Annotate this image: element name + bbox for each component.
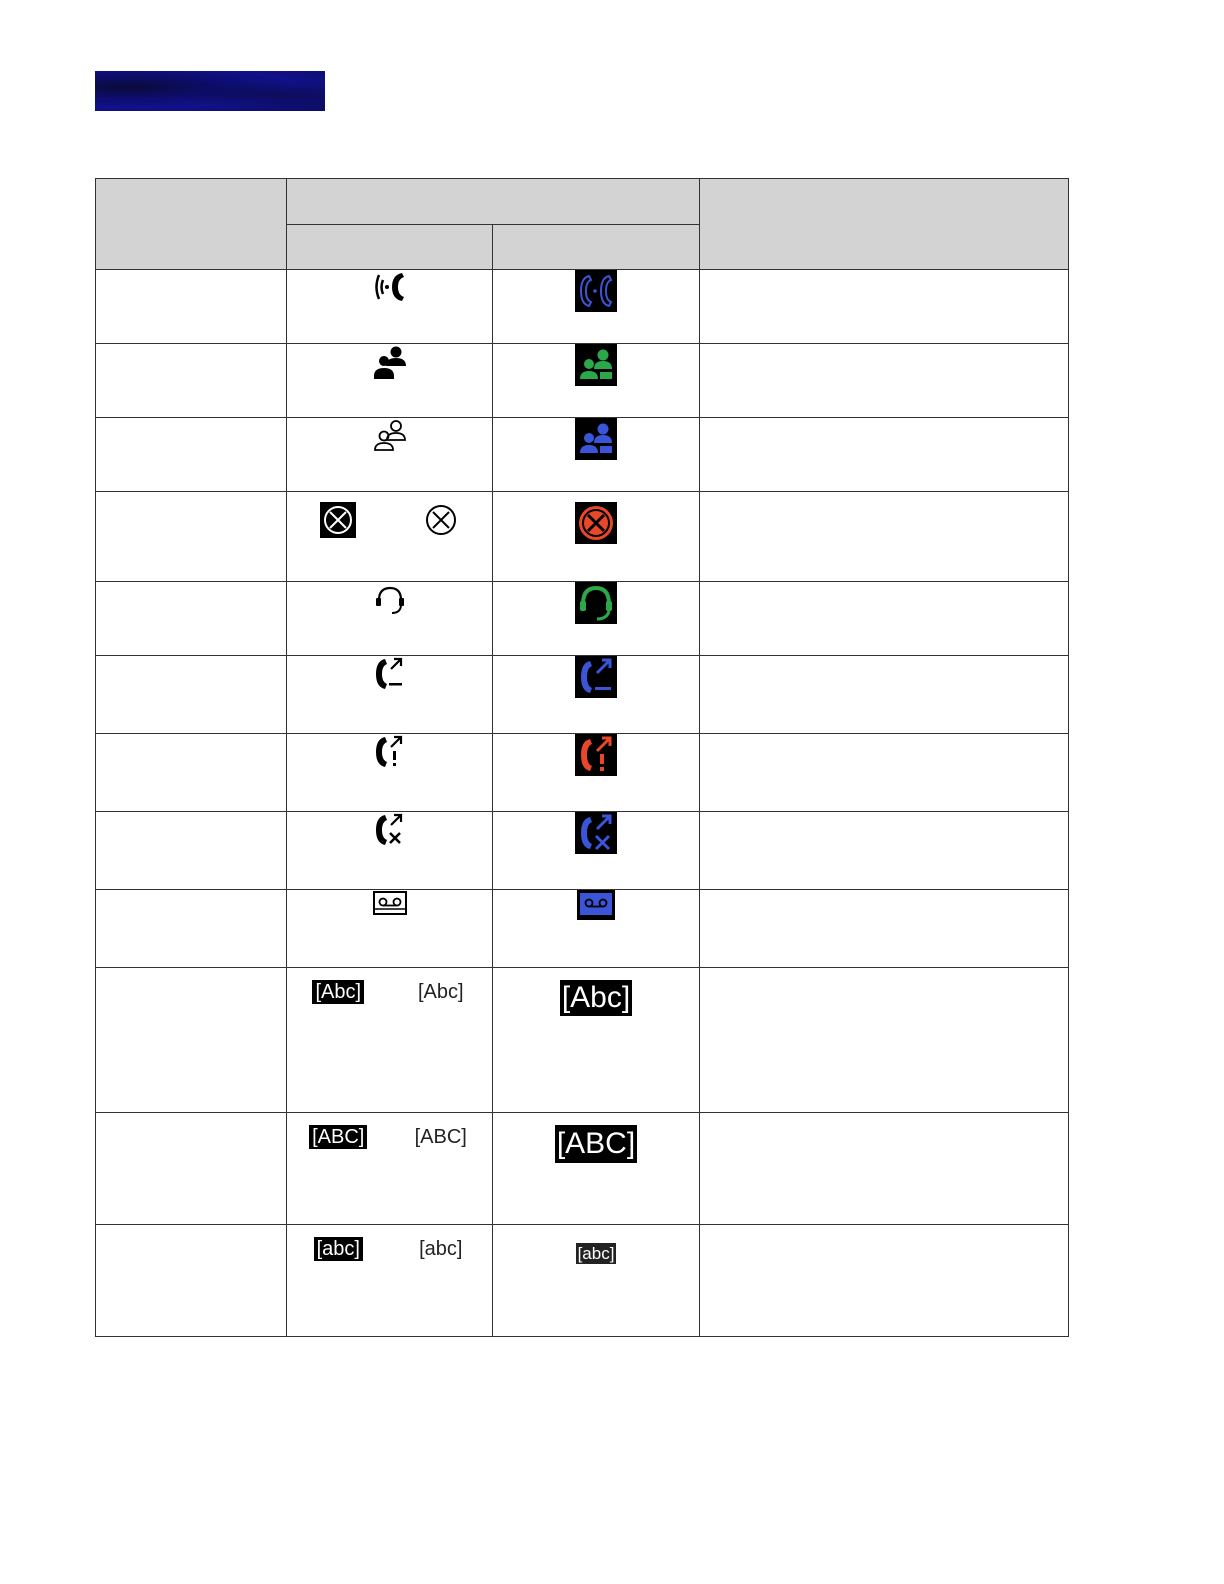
conference-color-icon	[575, 344, 617, 386]
mono-icon-cell	[287, 734, 493, 812]
description-cell	[700, 968, 1069, 1113]
header-col-name	[96, 179, 287, 270]
description-cell	[700, 270, 1069, 344]
mono-icon-cell	[287, 812, 493, 890]
call-forward-alert-icon	[372, 734, 408, 770]
color-icon-cell	[493, 734, 700, 812]
call-forward-off-icon	[372, 812, 408, 848]
description-cell	[700, 734, 1069, 812]
table-row	[96, 270, 1069, 344]
mono-icon-cell	[287, 656, 493, 734]
conference-blue-icon	[575, 418, 617, 460]
description-cell	[700, 492, 1069, 582]
mono-icon-cell	[287, 1113, 493, 1225]
row-name-cell	[96, 344, 287, 418]
row-name-cell	[96, 1225, 287, 1337]
row-name-cell	[96, 734, 287, 812]
table-row	[96, 968, 1069, 1113]
table-row	[96, 812, 1069, 890]
color-icon-cell	[493, 582, 700, 656]
table-row	[96, 582, 1069, 656]
row-name-cell	[96, 890, 287, 968]
row-name-cell	[96, 656, 287, 734]
text-mode-plain-badge: [abc]	[419, 1238, 463, 1260]
color-icon-cell	[493, 418, 700, 492]
mute-outline-icon	[423, 502, 459, 538]
mono-icon-cell	[287, 492, 493, 582]
row-name-cell	[96, 968, 287, 1113]
mono-icon-cell	[287, 968, 493, 1113]
description-cell	[700, 582, 1069, 656]
header-col-color	[493, 225, 700, 270]
row-name-cell	[96, 418, 287, 492]
color-icon-cell	[493, 270, 700, 344]
header-col-mono	[287, 225, 493, 270]
color-icon-cell	[493, 812, 700, 890]
mono-icon-cell	[287, 418, 493, 492]
description-cell	[700, 418, 1069, 492]
icon-table	[95, 178, 1069, 1337]
table-row	[96, 1225, 1069, 1337]
text-mode-color-badge: [ABC]	[555, 1125, 637, 1163]
voicemail-blue-icon	[577, 890, 615, 920]
table-row	[96, 1113, 1069, 1225]
table-row	[96, 734, 1069, 812]
color-icon-cell	[493, 968, 700, 1113]
text-mode-inverse-badge: [ABC]	[309, 1125, 367, 1149]
text-mode-color-badge: [abc]	[577, 1244, 615, 1263]
description-cell	[700, 812, 1069, 890]
row-name-cell	[96, 1113, 287, 1225]
speakerphone-color-icon	[575, 270, 617, 312]
description-cell	[700, 344, 1069, 418]
conference-icon	[372, 344, 408, 380]
header-col-icon-group	[287, 179, 700, 225]
color-icon-cell	[493, 1225, 700, 1337]
mono-icon-cell	[287, 582, 493, 656]
text-mode-inverse-badge: [Abc]	[312, 980, 364, 1004]
row-name-cell	[96, 812, 287, 890]
headset-green-icon	[575, 582, 617, 624]
call-forward-off-blue-icon	[575, 812, 617, 854]
color-icon-cell	[493, 344, 700, 418]
color-icon-cell	[493, 1113, 700, 1225]
table-row	[96, 656, 1069, 734]
text-mode-color-badge: [Abc]	[561, 981, 631, 1014]
mute-icon	[320, 502, 356, 538]
table-row	[96, 492, 1069, 582]
call-forward-alert-red-icon	[575, 734, 617, 776]
call-forward-icon	[372, 656, 408, 692]
text-mode-plain-badge: [Abc]	[417, 981, 464, 1003]
table-row	[96, 344, 1069, 418]
color-icon-cell	[493, 890, 700, 968]
row-name-cell	[96, 492, 287, 582]
mute-red-icon	[575, 502, 617, 544]
description-cell	[700, 656, 1069, 734]
row-name-cell	[96, 582, 287, 656]
header-banner	[95, 71, 325, 111]
color-icon-cell	[493, 656, 700, 734]
description-cell	[700, 1113, 1069, 1225]
speakerphone-icon	[372, 270, 408, 304]
table-row	[96, 890, 1069, 968]
text-mode-plain-badge: [ABC]	[414, 1126, 467, 1148]
mono-icon-cell	[287, 1225, 493, 1337]
text-mode-inverse-badge: [abc]	[314, 1237, 363, 1261]
mono-icon-cell	[287, 890, 493, 968]
color-icon-cell	[493, 492, 700, 582]
row-name-cell	[96, 270, 287, 344]
call-forward-blue-icon	[575, 656, 617, 698]
description-cell	[700, 1225, 1069, 1337]
voicemail-icon	[372, 890, 408, 916]
mono-icon-cell	[287, 270, 493, 344]
table-row	[96, 418, 1069, 492]
header-col-description	[700, 179, 1069, 270]
headset-icon	[372, 582, 408, 618]
description-cell	[700, 890, 1069, 968]
conference-outline-icon	[372, 418, 408, 454]
mono-icon-cell	[287, 344, 493, 418]
